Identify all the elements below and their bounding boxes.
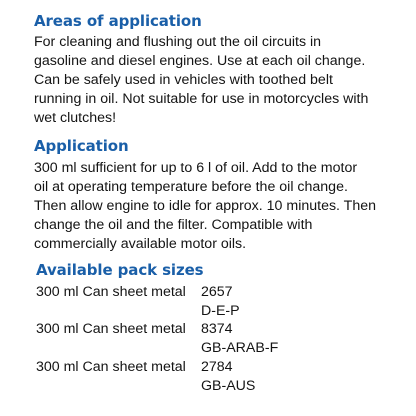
text-line: change the oil and the filter. Compatible with — [34, 217, 313, 233]
application-text — [34, 159, 412, 254]
areas-of-application-text — [34, 33, 412, 128]
pack-description: 300 ml Can sheet metal — [36, 359, 186, 375]
application-heading: Application — [34, 137, 129, 155]
pack-article-number: 8374 — [201, 321, 233, 337]
text-line: Then allow engine to idle for approx. 10 minutes. Then — [34, 198, 377, 214]
text-line: Can be safely used in vehicles with toothed belt — [34, 72, 333, 88]
pack-article-number: 2657 — [201, 284, 233, 300]
text-line: oil at operating temperature before the oil change. — [34, 179, 348, 195]
pack-description: 300 ml Can sheet metal — [36, 321, 186, 337]
text-line: running in oil. Not suitable for use in motorcycles with — [34, 91, 369, 107]
text-line: 300 ml sufficient for up to 6 l of oil. Add to the motor — [34, 160, 358, 176]
pack-region-code: D-E-P — [201, 303, 240, 319]
pack-description: 300 ml Can sheet metal — [36, 284, 186, 300]
pack-region-code: GB-ARAB-F — [201, 340, 279, 356]
areas-of-application-heading: Areas of application — [34, 12, 202, 30]
available-pack-sizes-heading: Available pack sizes — [36, 261, 204, 279]
text-line: For cleaning and flushing out the oil circuits in — [34, 34, 322, 50]
text-line: commercially available motor oils. — [34, 236, 247, 252]
pack-region-code: GB-AUS — [201, 378, 256, 394]
text-line: wet clutches! — [34, 110, 117, 126]
pack-article-number: 2784 — [201, 359, 233, 375]
text-line: gasoline and diesel engines. Use at each oil change. — [34, 53, 366, 69]
